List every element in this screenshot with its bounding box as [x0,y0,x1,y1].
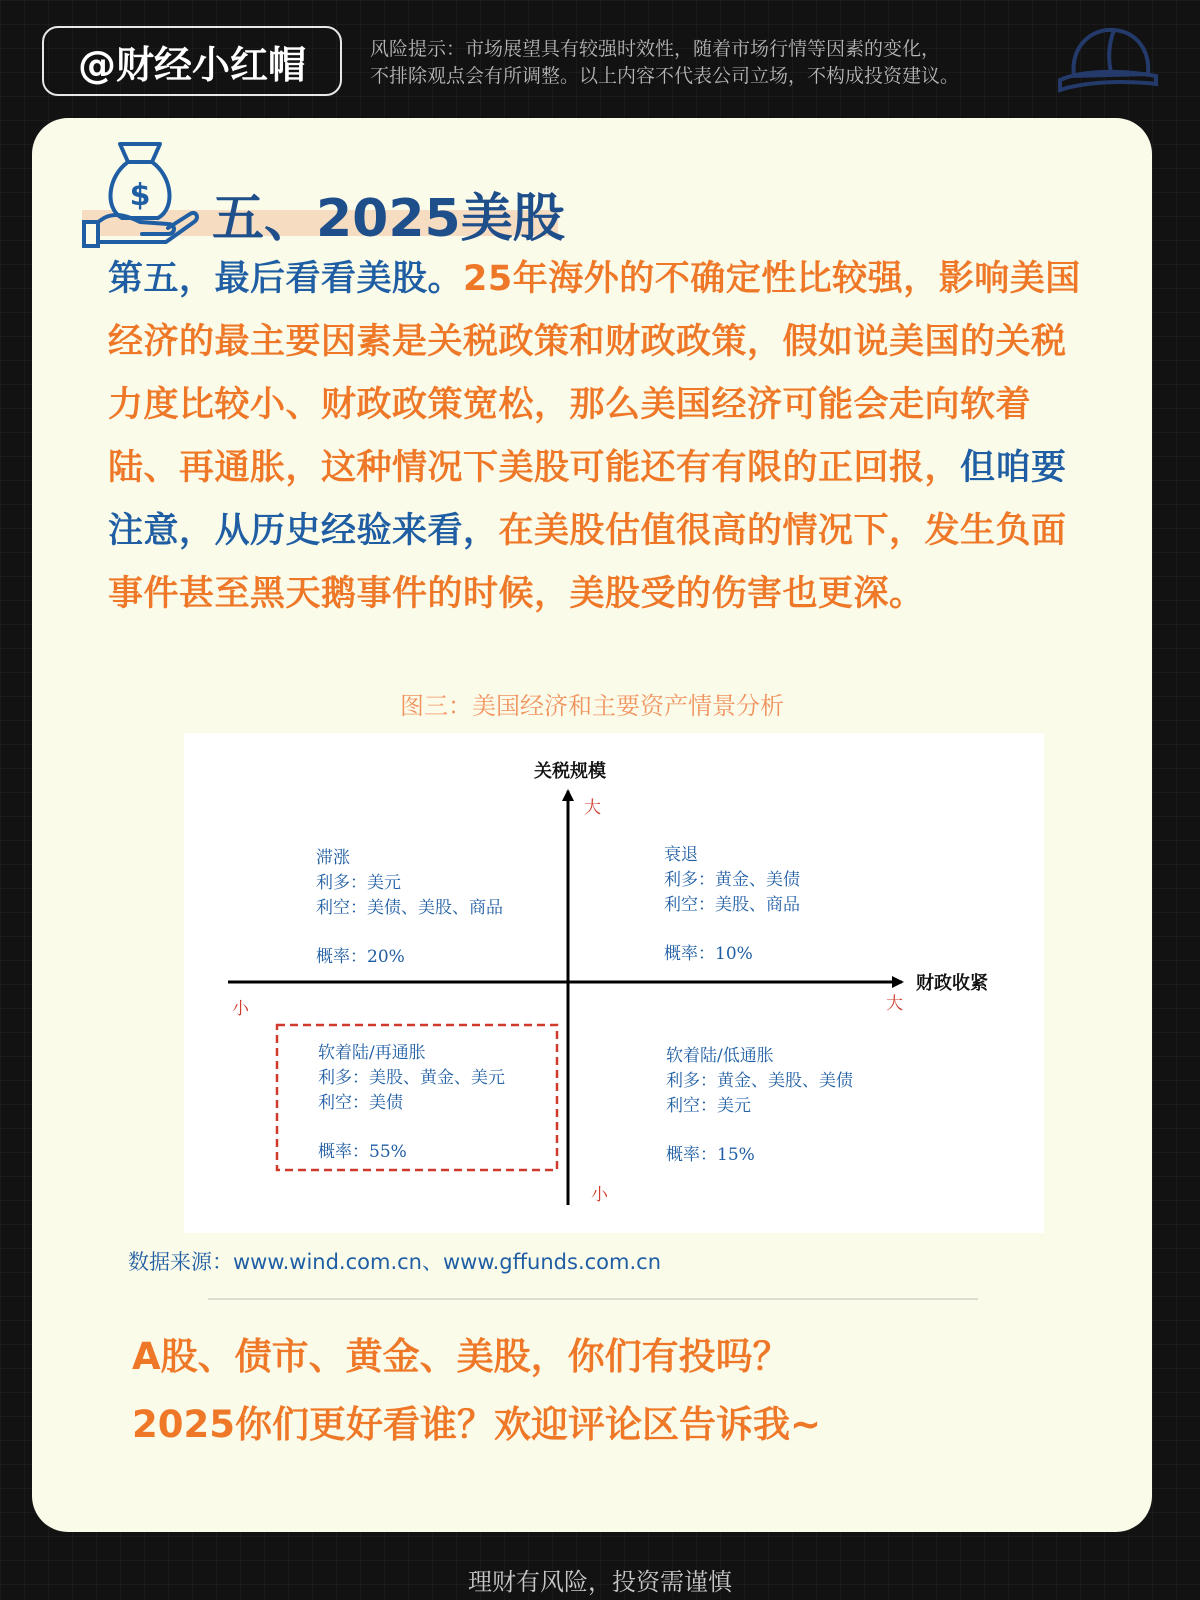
content-card [32,118,1152,1532]
quadrant-probability: 概率：55% [318,1142,407,1162]
quadrant-negative: 利空：美股、商品 [664,895,800,915]
data-source: 数据来源：www.wind.com.cn、www.gffunds.com.cn [128,1250,661,1274]
risk-line-2: 不排除观点会有所调整。以上内容不代表公司立场，不构成投资建议。 [370,65,960,87]
figure-caption: 图三：美国经济和主要资产情景分析 [400,692,784,720]
money-bag-icon [82,138,202,248]
para-seg-2: 25年海外的不确定性比较强，影响美国经济的最主要因素是关税政策和财政政策，假如说美国的关税力度比较小、财政政策宽松，那么美国经济可能会走向软着陆、再通胀，这种情况下美股可能还有有限的正回报， [108,259,1081,488]
footer-disclaimer: 理财有风险，投资需谨慎 [468,1568,732,1596]
quadrant-positive: 利多：美股、黄金、美元 [318,1068,505,1088]
question-line-2: 2025你们更好看谁？欢迎评论区告诉我~ [132,1403,821,1446]
quadrant-name: 软着陆/再通胀 [318,1043,426,1063]
scenario-chart [184,733,1044,1233]
quadrant-stagflation [316,848,503,967]
quadrant-soft-landing-low-inflation [666,1045,853,1165]
risk-line-1: 风险提示：市场展望具有较强时效性，随着市场行情等因素的变化， [370,38,941,60]
quadrant-positive: 利多：美元 [316,873,401,893]
para-seg-4: 在美股估值很高的情况下，发生负面事件甚至黑天鹅事件的时候，美股受的伤害也更深。 [108,511,1067,614]
para-seg-1: 第五，最后看看美股。 [108,259,464,299]
quadrant-soft-landing-reflation [318,1042,505,1162]
y-axis-label: 关税规模 [534,761,606,782]
section-title: 五、2025美股 [212,189,565,249]
y-high-label: 大 [584,798,601,818]
question-line-1: A股、债市、黄金、美股，你们有投吗？ [132,1335,790,1378]
quadrant-name: 软着陆/低通胀 [666,1046,774,1066]
body-paragraph [108,248,1083,626]
para-seg-3: 但咱要注意，从历史经验来看， [108,448,1067,551]
risk-disclaimer [370,36,1070,90]
y-low-label: 小 [591,1185,608,1205]
quadrant-negative: 利空：美债、美股、商品 [316,898,503,918]
quadrant-negative: 利空：美债 [318,1093,403,1113]
x-low-label: 小 [232,999,249,1019]
quadrant-probability: 概率：15% [666,1145,755,1165]
quadrant-positive: 利多：黄金、美股、美债 [666,1071,853,1091]
quadrant-name: 衰退 [664,845,698,865]
x-axis-label: 财政收紧 [916,973,988,994]
quadrant-negative: 利空：美元 [666,1096,751,1116]
quadrant-positive: 利多：黄金、美债 [664,870,800,890]
quadrant-name: 滞涨 [316,848,350,868]
x-high-label: 大 [886,994,903,1014]
quadrant-probability: 概率：20% [316,947,405,967]
quadrant-recession [664,845,800,964]
divider [208,1298,978,1300]
svg-text:$: $ [129,178,151,213]
account-handle[interactable]: @财经小红帽 [42,26,342,96]
quadrant-probability: 概率：10% [664,944,753,964]
scenario-chart-svg [184,733,1044,1233]
cap-icon [1052,18,1162,103]
